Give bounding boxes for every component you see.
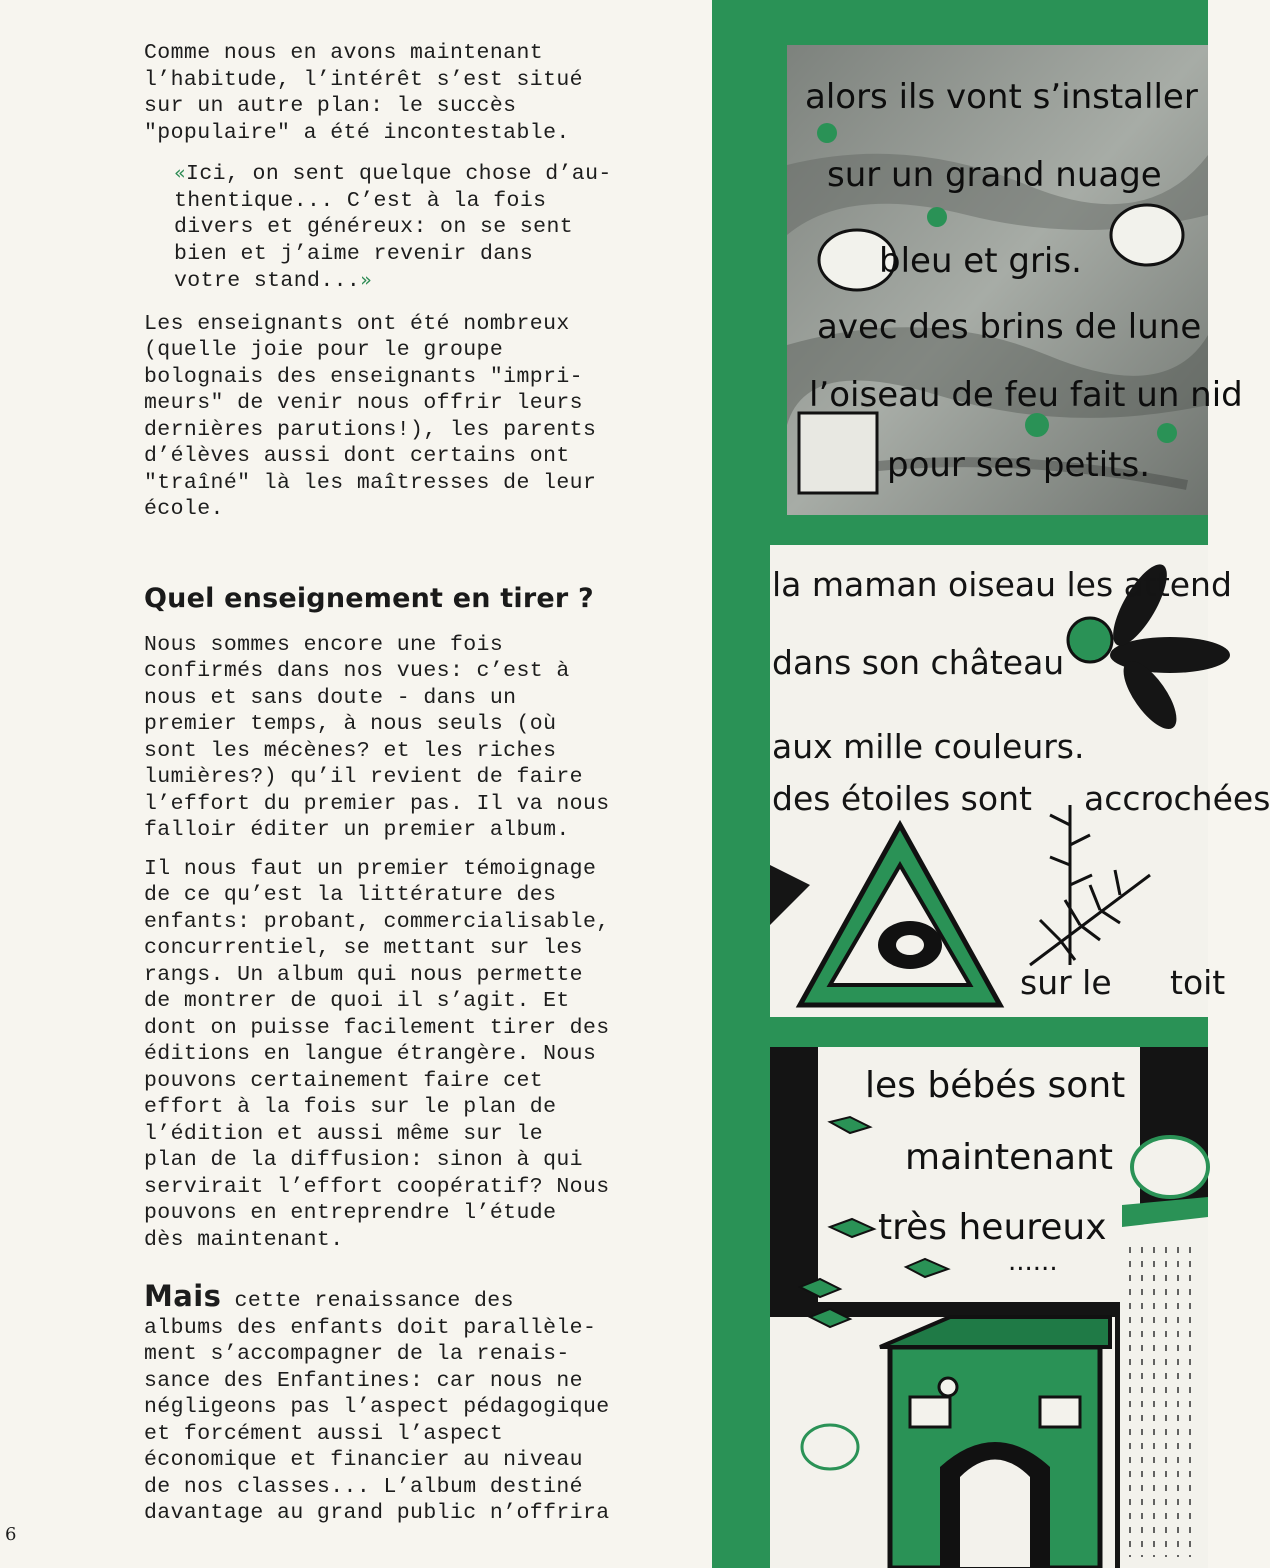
mais-lead-word: Mais xyxy=(144,1279,222,1313)
section-heading: Quel enseignement en tirer ? xyxy=(144,582,594,614)
testimony-paragraph: Il nous faut un premier témoignage de ce qu’est la littérature des enfants: probant, commercialisable, concurrentiel, se mettant sur les rangs. Un album qui nous permette de montrer de quoi il s’agit. Et dont on puisse facilement tirer des éditions en langue étrangère. Nous pouvons certainement faire cet effort à la fois sur le plan de l’édition et aussi même sur le plan de la diffusion: sinon à qui servirait l’effort coopératif? Nous pouvons en entreprendre l’étude dès maintenant. xyxy=(144,856,610,1252)
illus2-line3: aux mille couleurs. xyxy=(772,727,1085,766)
illus2-line7: toit xyxy=(1170,963,1226,1002)
house-drawing xyxy=(770,1047,1208,1568)
insect-doodle xyxy=(1030,805,1150,965)
illus1-line2: sur un grand nuage xyxy=(827,155,1162,195)
illus1-line5: l’oiseau de feu fait un nid xyxy=(809,375,1243,415)
bird-doodle xyxy=(817,123,837,143)
illus1-line4: avec des brins de lune xyxy=(817,307,1202,347)
bird-doodle xyxy=(927,207,947,227)
illus1-line3: bleu et gris. xyxy=(879,241,1082,281)
illus3-line2: maintenant xyxy=(905,1137,1114,1178)
confirmation-paragraph: Nous sommes encore une fois confirmés dans nos vues: c’est à nous et sans doute - dans un premier temps, à nous seuls (où sont les mécènes? et les riches lumières?) qu’il revient de faire l’effort du premier pas. Il va nous falloir éditer un premier album. xyxy=(144,632,610,842)
bird-doodle xyxy=(1157,423,1177,443)
mais-body: albums des enfants doit parallèle- ment s’accompagner de la renais- sance des Enfantines: car nous ne négligeons pas l’aspect pédagogique et forcément aussi l’aspect économique et financier au niveau de nos classes... L’album destiné davantage au grand public n’offrira xyxy=(144,1315,610,1525)
illus3-line4: ...... xyxy=(1008,1247,1058,1277)
creature-doodle xyxy=(1132,1137,1208,1197)
page-number: 6 xyxy=(5,1524,17,1545)
mais-paragraph xyxy=(144,1279,694,1527)
illus1-line6: pour ses petits. xyxy=(887,445,1151,485)
illus2-line1: la maman oiseau les attend xyxy=(772,565,1232,604)
illus1-line1: alors ils vont s’installer xyxy=(805,77,1198,117)
illustration-cloud xyxy=(787,45,1243,515)
illus2-line2: dans son château xyxy=(772,643,1065,682)
visitor-quote xyxy=(174,160,694,295)
quote-open-mark: « xyxy=(174,162,187,184)
illustration-castle xyxy=(770,545,1270,1017)
bird-doodle xyxy=(1025,413,1049,437)
creature-doodle xyxy=(1111,205,1183,265)
illustration-babies xyxy=(770,1047,1208,1568)
illus2-line4: des étoiles sont xyxy=(772,779,1032,818)
illus3-line1: les bébés sont xyxy=(865,1065,1126,1106)
article-column xyxy=(144,40,694,1527)
illus2-line5: accrochées xyxy=(1084,779,1270,818)
green-triangle xyxy=(800,825,1000,1005)
intro-paragraph: Comme nous en avons maintenant l’habitude, l’intérêt s’est situé sur un autre plan: le succès "populaire" a été incontestable. xyxy=(144,41,583,145)
firebird-doodle xyxy=(799,413,877,493)
quote-close-mark: » xyxy=(360,269,373,291)
illus2-line6: sur le xyxy=(1020,963,1112,1002)
tower xyxy=(1120,1205,1208,1568)
mais-first-line: cette renaissance des xyxy=(221,1289,514,1313)
teachers-paragraph: Les enseignants ont été nombreux (quelle joie pour le groupe bolognais des enseignants "impri- meurs" de venir nous offrir leurs dernières parutions!), les parents d’élèves aussi dont certains ont "traîné" là les maîtresses de leur école. xyxy=(144,311,597,521)
star-shape xyxy=(770,865,810,925)
illus3-line3: très heureux xyxy=(878,1207,1107,1248)
quote-text: Ici, on sent quelque chose d’au- thentique... C’est à la fois divers et généreux: on se sent bien et j’aime revenir dans votre stand... xyxy=(174,162,612,293)
